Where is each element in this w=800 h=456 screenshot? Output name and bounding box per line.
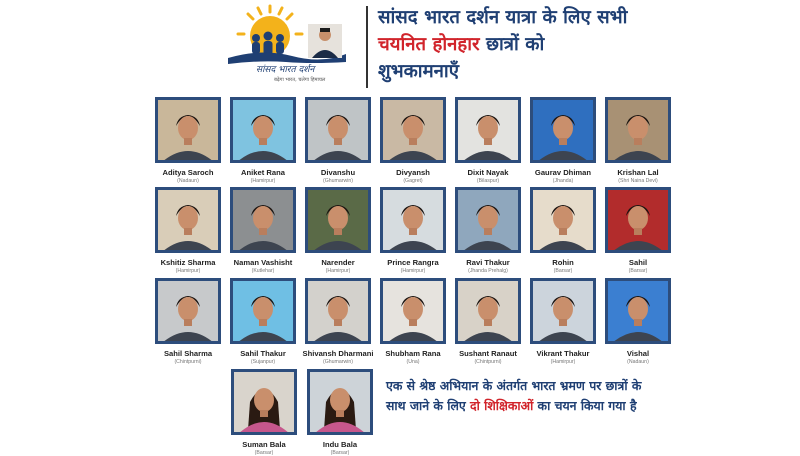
student-place: (Barsar) <box>553 268 573 274</box>
sansad-bharat-darshan-logo <box>222 2 352 90</box>
student-photo <box>305 187 371 253</box>
student-name: Prince Rangra <box>387 258 439 267</box>
student-place: (Gagret) <box>403 178 423 184</box>
student-place: (Kutlehar) <box>251 268 275 274</box>
student-photo <box>155 187 221 253</box>
student-name: Divanshu <box>320 168 356 177</box>
student-name: Shivansh Dharmani <box>302 349 374 358</box>
student-place: (Chintpurni) <box>174 359 202 365</box>
student-photo <box>155 97 221 163</box>
student-photo <box>380 187 446 253</box>
student-name: Sahil Thakur <box>240 349 286 358</box>
student-card <box>450 97 526 184</box>
student-place: (Ghumarwin) <box>323 178 353 184</box>
student-card <box>300 97 376 184</box>
teacher-card <box>226 369 302 456</box>
logo-text: सांसद भारत दर्शन <box>256 65 315 75</box>
student-card <box>225 187 301 274</box>
student-name: Vikrant Thakur <box>536 349 590 358</box>
student-card <box>525 187 601 274</box>
student-place: (Sujanpur) <box>250 359 276 365</box>
student-name: Ravi Thakur <box>466 258 510 267</box>
people-silhouette-icon <box>252 32 284 56</box>
student-place: (Una) <box>406 359 420 365</box>
headline-line-2-rest: छात्रों को <box>479 34 545 55</box>
teacher-name: Indu Bala <box>322 440 358 449</box>
student-place: (Nadaun) <box>177 178 199 184</box>
student-name: Dixit Nayak <box>467 168 509 177</box>
student-card <box>450 187 526 274</box>
student-photo <box>230 278 296 344</box>
student-card <box>225 278 301 365</box>
note-highlight: दो शिक्षिकाओं <box>470 398 534 413</box>
teacher-photo <box>231 369 297 435</box>
student-card <box>450 278 526 365</box>
student-card <box>375 187 451 274</box>
student-name: Rohin <box>552 258 574 267</box>
student-card <box>150 187 226 274</box>
teacher-place: (Barsar) <box>330 450 350 456</box>
student-photo <box>530 97 596 163</box>
student-name: Vishal <box>626 349 650 358</box>
student-name: Krishan Lal <box>617 168 659 177</box>
student-place: (Jhanda) <box>552 178 574 184</box>
student-place: (Hamirpur) <box>400 268 426 274</box>
teacher-name: Suman Bala <box>242 440 286 449</box>
student-place: (Bilaspur) <box>476 178 500 184</box>
headline <box>378 4 678 85</box>
student-place: (Jhanda Prehalg) <box>468 268 508 274</box>
student-card <box>375 97 451 184</box>
student-name: Kshitiz Sharma <box>160 258 216 267</box>
student-photo <box>455 97 521 163</box>
student-card <box>525 97 601 184</box>
headline-line-1: सांसद भारत दर्शन यात्रा के लिए सभी <box>378 7 628 28</box>
note-part-2: का चयन किया गया है <box>533 398 637 413</box>
teacher-place: (Barsar) <box>254 450 274 456</box>
student-name: Shubham Rana <box>385 349 441 358</box>
teachers-note <box>386 376 646 416</box>
student-place: (Nadaun) <box>627 359 649 365</box>
student-photo <box>605 97 671 163</box>
student-card <box>300 187 376 274</box>
student-place: (Shri Naina Devi) <box>618 178 658 184</box>
student-photo <box>530 278 596 344</box>
student-place: (Hamirpur) <box>250 178 276 184</box>
teacher-photo <box>307 369 373 435</box>
student-photo <box>305 97 371 163</box>
header-divider <box>366 6 368 88</box>
headline-highlight: चयनित होनहार <box>378 34 480 55</box>
note-part-1: एक से श्रेष्ठ अभियान के अंतर्गत भारत भ्रमण पर छात्रों के साथ जाने के लिए <box>386 378 642 413</box>
student-name: Gaurav Dhiman <box>534 168 592 177</box>
logo-tagline: बढ़ेगा भारत, चलेगा हिमाचल <box>274 77 326 83</box>
teacher-card <box>302 369 378 456</box>
student-photo <box>380 97 446 163</box>
student-photo <box>155 278 221 344</box>
headline-line-2 <box>378 31 678 58</box>
student-card <box>300 278 376 365</box>
student-photo <box>380 278 446 344</box>
student-card <box>600 97 676 184</box>
student-name: Sushant Ranaut <box>459 349 517 358</box>
student-name: Narender <box>321 258 355 267</box>
student-photo <box>530 187 596 253</box>
student-photo <box>305 278 371 344</box>
student-card <box>150 97 226 184</box>
student-name: Naman Vashisht <box>233 258 293 267</box>
student-name: Divyansh <box>396 168 430 177</box>
student-photo <box>455 278 521 344</box>
student-photo <box>605 187 671 253</box>
student-photo <box>455 187 521 253</box>
student-name: Sahil Sharma <box>163 349 213 358</box>
student-photo <box>230 97 296 163</box>
mp-portrait <box>308 24 342 58</box>
student-card <box>600 187 676 274</box>
student-name: Aniket Rana <box>241 168 285 177</box>
student-place: (Hamirpur) <box>175 268 201 274</box>
student-card <box>375 278 451 365</box>
student-card <box>225 97 301 184</box>
student-card <box>525 278 601 365</box>
student-place: (Barsar) <box>628 268 648 274</box>
student-place: (Hamirpur) <box>325 268 351 274</box>
student-place: (Chintpurni) <box>474 359 502 365</box>
student-name: Sahil <box>628 258 648 267</box>
student-photo <box>605 278 671 344</box>
student-place: (Hamirpur) <box>550 359 576 365</box>
student-place: (Ghumarwin) <box>323 359 353 365</box>
headline-line-3: शुभकामनाएँ <box>378 61 459 82</box>
student-photo <box>230 187 296 253</box>
student-card <box>150 278 226 365</box>
student-name: Aditya Saroch <box>162 168 214 177</box>
student-card <box>600 278 676 365</box>
